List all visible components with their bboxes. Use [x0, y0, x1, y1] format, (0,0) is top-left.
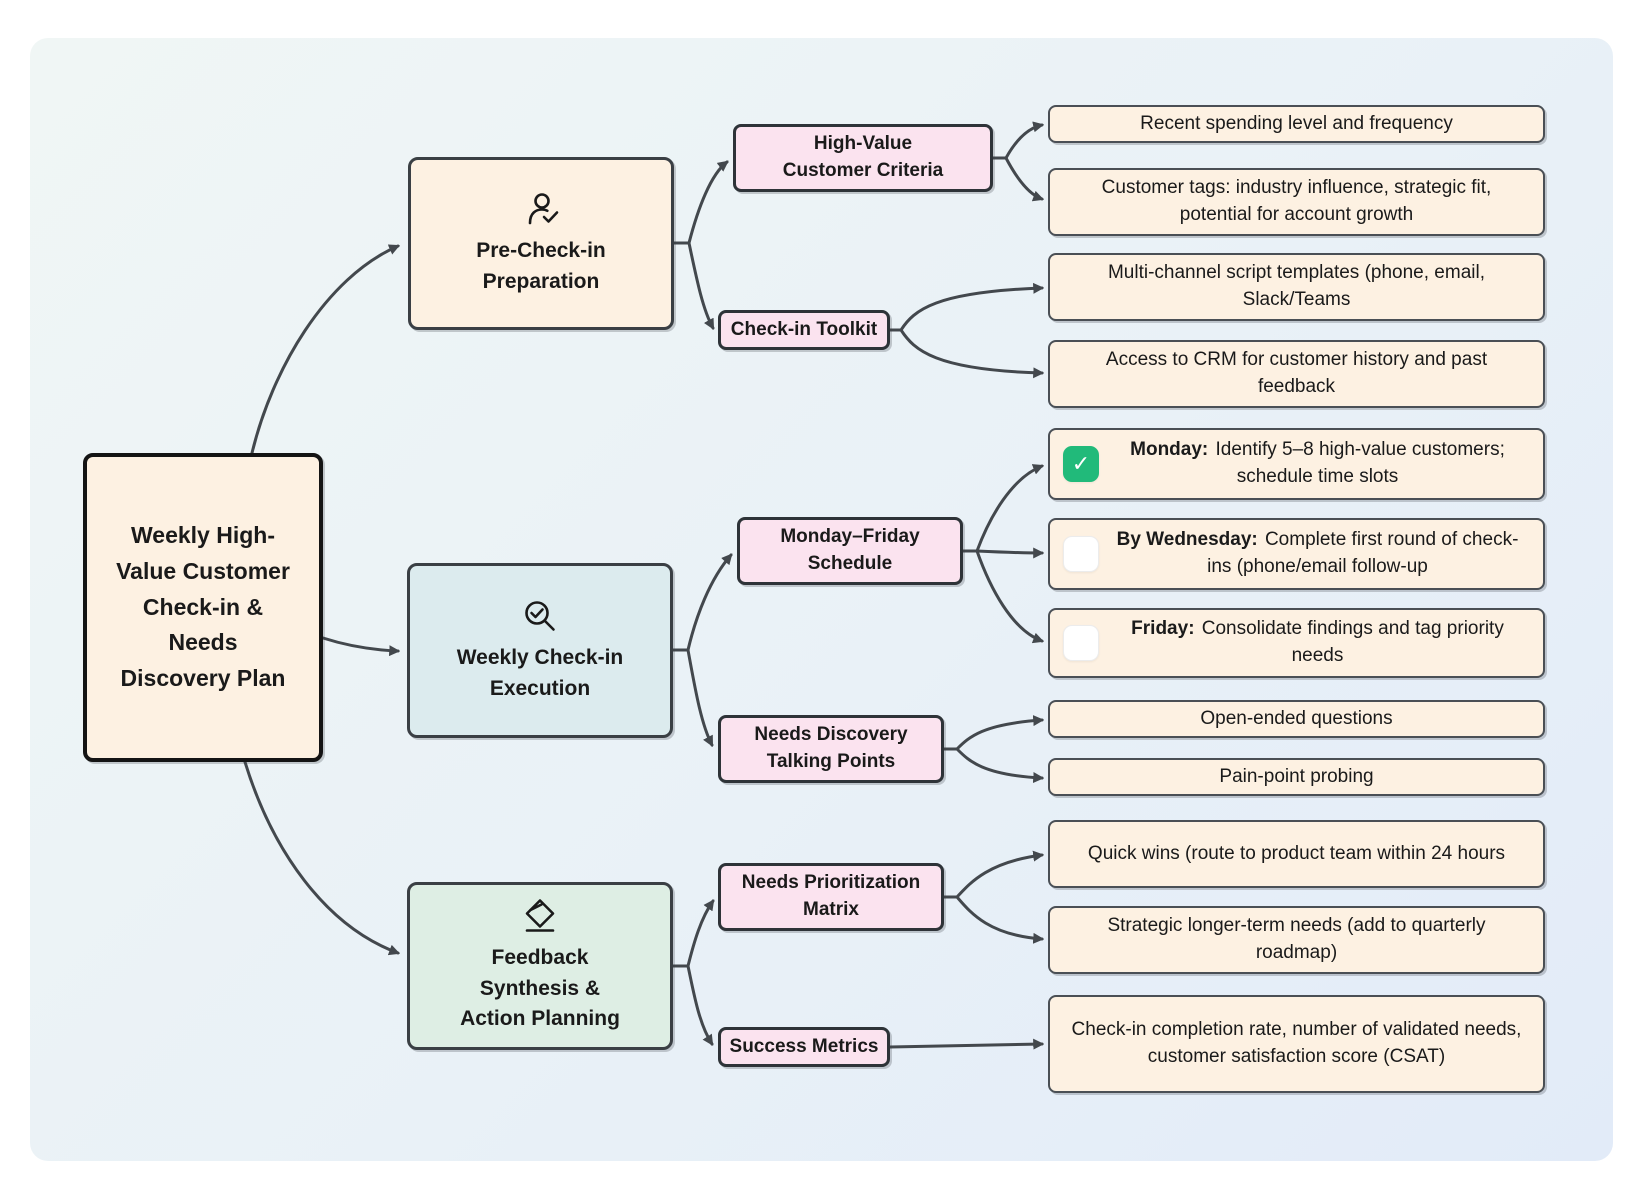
mindmap-canvas [30, 38, 1613, 1161]
leaf-recent-spending [1048, 105, 1545, 143]
subtopic-label: Check-in Toolkit [730, 318, 878, 340]
leaf-open-ended-questions [1048, 700, 1545, 738]
branch-node-pre-check-in-preparation [408, 157, 674, 330]
leaf-crm-access [1048, 340, 1545, 408]
subtopic-label: High-Value Customer Criteria [782, 133, 944, 181]
leaf-text: Customer tags: industry influence, strategic fit, potential for account growth [1101, 177, 1492, 225]
magnifier-check-icon [520, 597, 560, 637]
branch-label: Feedback Synthesis & Action Planning [460, 946, 620, 1031]
subtopic-needs-discovery-talking-points [718, 715, 944, 783]
leaf-pain-point-probing [1048, 758, 1545, 796]
branch-label: Weekly Check-in Execution [456, 646, 624, 700]
task-text: Identify 5–8 high-value customers; schedule time slots [1215, 439, 1505, 487]
branch-label: Pre-Check-in Preparation [476, 239, 606, 293]
leaf-task-friday [1048, 608, 1545, 678]
leaf-success-metrics-detail [1048, 995, 1545, 1093]
leaf-task-monday [1048, 428, 1545, 500]
subtopic-label: Success Metrics [729, 1035, 879, 1057]
leaf-text: Access to CRM for customer history and past feedback [1105, 349, 1488, 397]
leaf-text [1106, 527, 1529, 580]
subtopic-success-metrics [718, 1027, 890, 1067]
leaf-strategic-needs [1048, 906, 1545, 974]
task-day-label: By Wednesday: [1116, 529, 1258, 551]
task-checkbox-checked-icon[interactable] [1063, 446, 1099, 482]
subtopic-label: Needs Prioritization Matrix [741, 872, 921, 920]
leaf-text: Open-ended questions [1200, 707, 1393, 729]
subtopic-check-in-toolkit [718, 310, 890, 350]
task-text: Consolidate findings and tag priority needs [1201, 618, 1504, 666]
leaf-script-templates [1048, 253, 1545, 321]
subtopic-needs-prioritization-matrix [718, 863, 944, 931]
subtopic-label: Monday–Friday Schedule [780, 526, 920, 574]
task-text: Complete first round of check-ins (phone/email follow-up [1207, 529, 1519, 577]
leaf-customer-tags [1048, 168, 1545, 236]
task-day-label: Friday: [1131, 618, 1195, 640]
person-check-icon [521, 190, 561, 230]
leaf-text [1106, 437, 1529, 490]
leaf-text: Recent spending level and frequency [1140, 112, 1453, 134]
subtopic-high-value-customer-criteria [733, 124, 993, 192]
branch-node-feedback-synthesis-action-planning [407, 882, 673, 1050]
vote-icon [520, 897, 560, 937]
leaf-text: Multi-channel script templates (phone, email, Slack/Teams [1107, 262, 1485, 310]
leaf-quick-wins [1048, 820, 1545, 888]
leaf-task-wednesday [1048, 518, 1545, 590]
leaf-text: Check-in completion rate, number of validated needs, customer satisfaction score (CSAT) [1071, 1019, 1522, 1067]
task-checkbox-unchecked-icon[interactable] [1063, 536, 1099, 572]
branch-node-weekly-check-in-execution [407, 563, 673, 738]
root-title: Weekly High-Value Customer Check-in & Needs Discovery Plan [116, 522, 290, 691]
subtopic-monday-friday-schedule [737, 517, 963, 585]
root-node [83, 453, 323, 762]
leaf-text: Pain-point probing [1219, 765, 1374, 787]
subtopic-label: Needs Discovery Talking Points [754, 724, 908, 772]
leaf-text: Quick wins (route to product team within 24 hours [1087, 842, 1506, 864]
task-checkbox-unchecked-icon[interactable] [1063, 625, 1099, 661]
leaf-text [1106, 616, 1529, 669]
task-day-label: Monday: [1130, 439, 1209, 461]
leaf-text: Strategic longer-term needs (add to quarterly roadmap) [1107, 915, 1486, 963]
